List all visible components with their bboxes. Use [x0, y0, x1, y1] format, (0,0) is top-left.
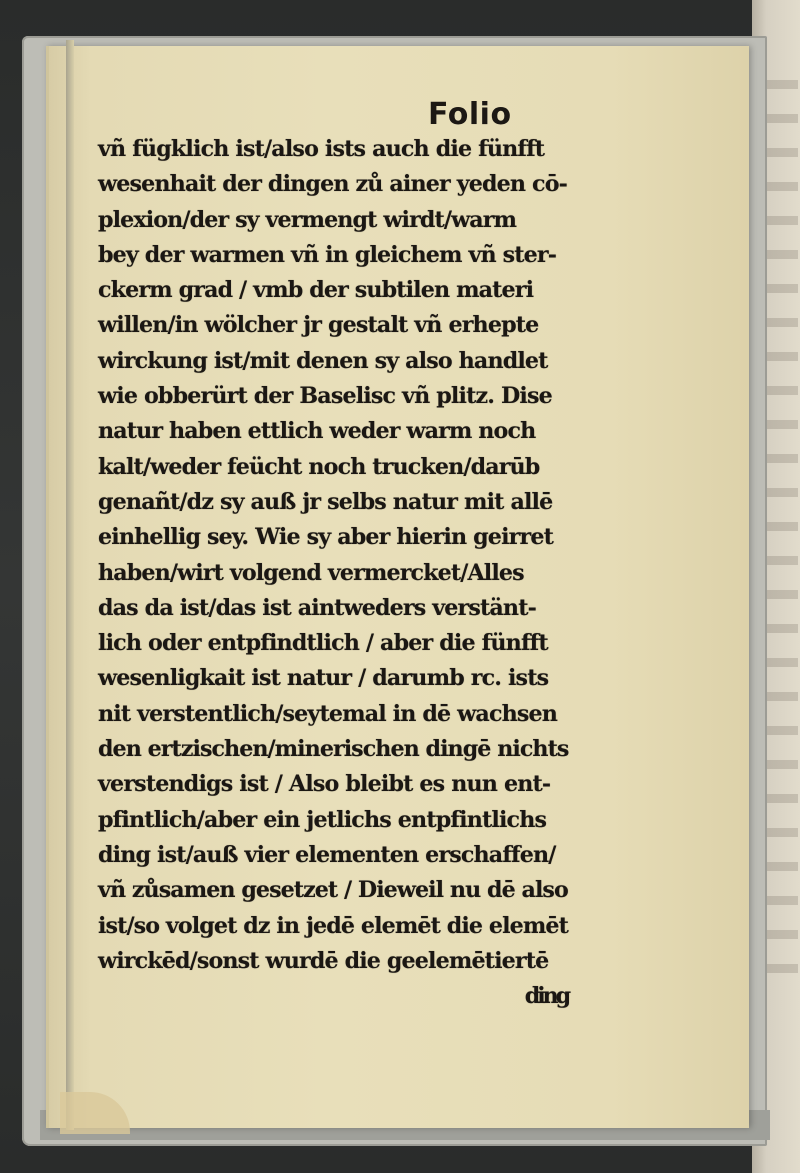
text-line: einhellig sey. Wie sy aber hierin geirret [98, 524, 554, 551]
text-line: natur haben ettlich weder warm noch [98, 418, 536, 445]
text-line: vñ fügklich ist/also ists auch die fünfft [98, 136, 545, 162]
text-line: haben/wirt volgend vermercket/Alles [98, 559, 524, 586]
catchword: ding [524, 983, 568, 1010]
text-line: wirckung ist/mit denen sy also handlet [98, 347, 548, 374]
text-line: verstendigs ist / Also bleibt es nun ent- [98, 771, 551, 798]
text-line: vñ zůsamen gesetzet / Dieweil nu dē also [98, 877, 568, 904]
text-line: wie obberürt der Baselisc vñ plitz. Dise [98, 383, 552, 410]
text-line: ist/so volget dz in jedē elemēt die elemēt [98, 912, 568, 939]
page-text-block [98, 96, 710, 1010]
text-line: plexion/der sy vermengt wirdt/warm [98, 206, 517, 233]
page-gutter [66, 40, 74, 1130]
folio-header: Folio [428, 97, 512, 132]
text-line: lich oder entpfindtlich / aber die fünfft [98, 630, 548, 657]
text-line: genañt/dz sy auß jr selbs natur mit allē [98, 488, 553, 515]
text-line: ding ist/auß vier elementen erschaffen/ [98, 841, 556, 868]
text-line: kalt/weder feücht noch trucken/darūb [98, 453, 540, 480]
text-line: bey der warmen vñ in gleichem vñ ster- [98, 241, 557, 268]
text-line: wesenligkait ist natur / darumb rc. ists [98, 665, 549, 692]
text-line: das da ist/das ist aintweders verstänt- [98, 594, 536, 621]
text-line: ckerm grad / vmb der subtilen materi [98, 277, 534, 304]
text-line: den ertzischen/minerischen dingē nichts [98, 736, 569, 763]
text-line: pfintlich/aber ein jetlichs entpfintlichs [98, 806, 547, 833]
text-line: willen/in wölcher jr gestalt vñ erhepte [98, 312, 539, 339]
text-lines [98, 132, 578, 1014]
text-line: wesenhait der dingen zů ainer yeden cō- [98, 171, 568, 198]
text-line: nit verstentlich/seytemal in dē wachsen [98, 700, 558, 727]
text-line: wirckēd/sonst wurdē die geelemētiertē [98, 947, 549, 974]
